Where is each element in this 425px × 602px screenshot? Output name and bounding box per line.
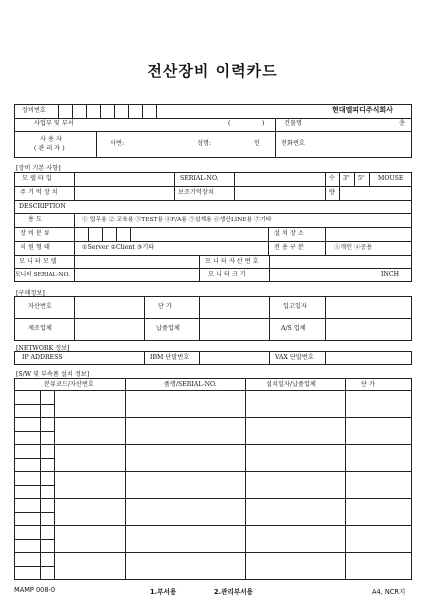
support-options: ①Server ②Client ③기타: [82, 244, 155, 251]
company-name: 현대엘피디주식회사: [332, 106, 393, 114]
paper-type: A4, NCR지: [372, 588, 406, 596]
mouse-label: MOUSE: [378, 175, 404, 182]
ip-address-label: IP ADDRESS: [22, 354, 63, 361]
control-no-label: 장비번호: [22, 107, 46, 114]
sw-col-install: 설치일자/납품업체: [266, 381, 316, 388]
vax-terminal-label: VAX 단말번호: [275, 354, 314, 361]
monitor-serial-label: 모니터 SERIAL-NO.: [15, 272, 70, 278]
as-company-label: A/S 업체: [281, 325, 306, 332]
sw-table: [14, 378, 412, 580]
receive-date-label: 입고일자: [283, 303, 307, 310]
emp-no-label: 사번:: [110, 140, 125, 147]
count-label: 수: [329, 175, 335, 182]
size-3-label: 3": [343, 175, 350, 182]
manager-label: ( 관 리 자 ): [34, 145, 65, 152]
size-5-label: 5": [358, 175, 365, 182]
sw-col-item: 품명/SERIAL-NO.: [164, 381, 217, 388]
purchase-section-title: [구매정보]: [16, 290, 45, 297]
install-place-label: 설 치 장 소: [274, 230, 304, 237]
network-section-title: [NETWORK 정보]: [16, 345, 70, 352]
maker-label: 제조업체: [28, 325, 52, 332]
support-label: 지 원 형 태: [20, 244, 50, 251]
serial-label: SERIAL-NO.: [180, 175, 219, 182]
supplier-label: 납품업체: [156, 325, 180, 332]
floor-unit: 층: [399, 120, 405, 127]
network-table: [14, 351, 412, 365]
dept-paren-close: ): [262, 120, 265, 127]
seal-mark: 인: [254, 140, 260, 147]
user-label: 사 용 자: [40, 136, 62, 143]
dept-label: 사업부 및 부서: [34, 120, 74, 127]
qty-label: 량: [329, 189, 335, 196]
copy-admin: 2.관리부서용: [214, 588, 253, 596]
model-type-label: 모 델 타 입: [22, 175, 52, 182]
ibm-terminal-label: IBM 단말번호: [150, 354, 190, 361]
price-label: 단 가: [158, 303, 172, 310]
use-type-options: ①개인 ②공용: [334, 244, 373, 251]
sw-col-code: 분류코드/자산번호: [44, 381, 94, 388]
use-type-label: 전 용 구 분: [274, 244, 304, 251]
copy-dept: 1.부서용: [150, 588, 177, 596]
sw-col-price: 단 가: [361, 381, 375, 388]
description-label: DESCRIPTION: [19, 203, 66, 210]
monitor-model-label: 모 니 터 모 델: [19, 258, 57, 265]
name-label: 성명:: [197, 140, 212, 147]
usage-label: 용 도: [28, 216, 42, 223]
monitor-asset-label: 모 니 터 자 산 번 호: [205, 258, 259, 265]
inch-unit: INCH: [381, 271, 399, 278]
sw-section-title: [S/W 및 부속품 설치 정보]: [16, 371, 90, 378]
main-memory-label: 주 기 억 장 치: [20, 189, 58, 196]
page-title: 전산장비 이력카드: [147, 62, 278, 80]
category-label: 장 비 분 류: [20, 230, 50, 237]
phone-label: 전화번호: [281, 140, 305, 147]
usage-options: ① 업무용 ② 교육용 ③TEST용 ④F/A용 ⑤설계용 ⑥생산LINE용 ⑦기타: [82, 217, 272, 223]
building-label: 건물명: [284, 120, 302, 127]
aux-memory-label: 보조기억장치: [178, 189, 214, 196]
asset-no-label: 자산번호: [28, 303, 52, 310]
form-number: MAMP 008-0: [14, 586, 56, 594]
basic-section-title: [장비 기본 사항]: [16, 165, 61, 172]
dept-paren-open: (: [228, 120, 231, 127]
monitor-size-label: 모 니 터 크 기: [208, 271, 246, 278]
